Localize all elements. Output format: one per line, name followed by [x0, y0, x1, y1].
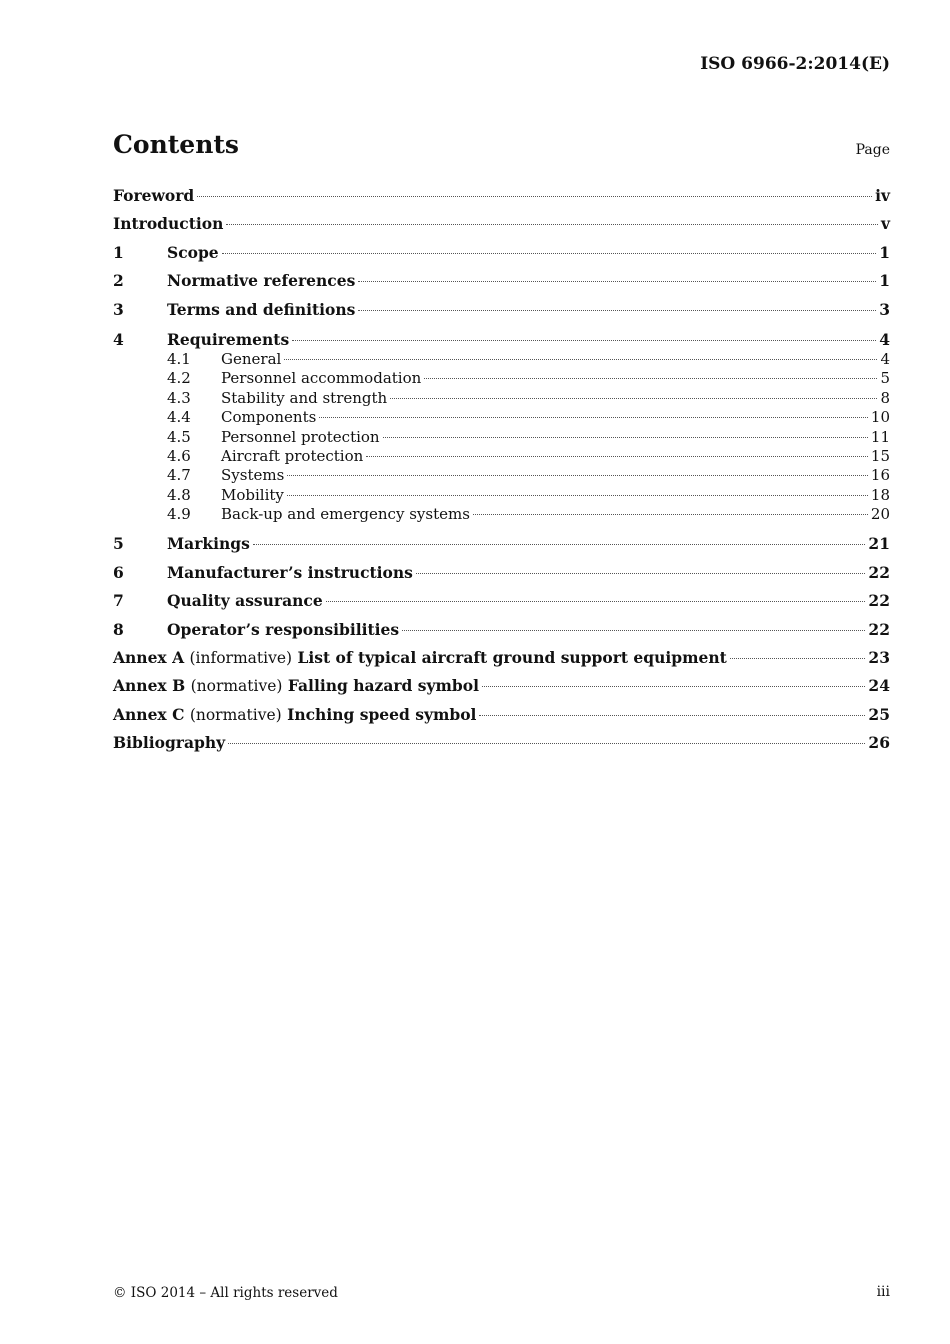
toc-page-number: 1 [879, 271, 890, 291]
toc-subentry-general[interactable] [113, 350, 890, 369]
toc-page-number: 16 [870, 466, 890, 485]
dot-leader [292, 340, 876, 341]
toc-subentry-personnel-accommodation[interactable] [113, 369, 890, 388]
toc-subentry-mobility[interactable] [113, 486, 890, 505]
toc-subclause-number: 4.7 [167, 466, 191, 485]
toc-subclause-number: 4.4 [167, 408, 191, 427]
toc-page-number: 4 [880, 349, 890, 368]
toc-entry-title: Requirements [167, 329, 290, 349]
toc-clause-number: 8 [113, 619, 124, 639]
annex-kind: (normative) [190, 677, 283, 696]
dot-leader [416, 573, 866, 574]
toc-clause-number: 1 [113, 242, 124, 262]
toc-subclause-number: 4.8 [167, 485, 191, 504]
toc-entry-title: General [221, 349, 282, 368]
dot-leader [730, 658, 866, 659]
toc-entry-requirements[interactable] [113, 330, 890, 350]
dot-leader [424, 378, 877, 379]
toc-page-number: 24 [868, 676, 890, 696]
toc-entry-title: Systems [221, 466, 285, 485]
toc-page-number: 18 [870, 485, 890, 504]
toc-entry-title: Manufacturer’s instructions [167, 562, 413, 582]
toc-subentry-aircraft-protection[interactable] [113, 447, 890, 466]
toc-page-number: 25 [868, 704, 890, 724]
toc-subclause-number: 4.6 [167, 446, 191, 465]
dot-leader [366, 456, 868, 457]
toc-entry-title: Inching speed symbol [287, 704, 477, 724]
toc-entry-title: Introduction [113, 214, 224, 234]
dot-leader [358, 310, 876, 311]
document-id: ISO 6966-2:2014(E) [700, 54, 890, 74]
toc-entry-introduction[interactable] [113, 212, 890, 240]
toc-subentry-components[interactable] [113, 408, 890, 427]
toc-entry-bibliography[interactable] [113, 731, 890, 759]
toc-subentry-back-up-and-emergency-systems[interactable] [113, 505, 890, 524]
dot-leader [358, 281, 876, 282]
toc-entry-title: Aircraft protection [221, 446, 364, 465]
toc-page-number: 3 [879, 299, 890, 319]
toc-entry-title: List of typical aircraft ground support equipment [297, 648, 727, 668]
toc-entry-title: Personnel accommodation [221, 369, 422, 388]
page-number: iii [876, 1284, 890, 1300]
toc-page-number: 20 [870, 505, 890, 524]
dot-leader [473, 514, 868, 515]
toc-clause-number: 5 [113, 534, 124, 554]
toc-subclause-number: 4.5 [167, 427, 191, 446]
dot-leader [228, 743, 865, 744]
dot-leader [479, 715, 865, 716]
dot-leader [402, 630, 865, 631]
toc-page-number: iv [875, 186, 890, 205]
annex-kind: (normative) [189, 705, 282, 724]
dot-leader [226, 224, 878, 225]
dot-leader [284, 359, 877, 360]
dot-leader [390, 398, 877, 399]
toc-entry-title: Personnel protection [221, 427, 380, 446]
toc-entry-quality-assurance[interactable] [113, 589, 890, 617]
toc-entry-title: Operator’s responsibilities [167, 619, 400, 639]
toc-entry-operators-responsibilities[interactable] [113, 618, 890, 646]
toc-entry-annex-c[interactable] [113, 703, 890, 731]
toc-entry-title: Bibliography [113, 733, 226, 753]
toc-entry-annex-b[interactable] [113, 674, 890, 702]
toc-subentry-systems[interactable] [113, 466, 890, 485]
toc-entry-title: Normative references [167, 271, 356, 291]
toc-page-number: 5 [880, 369, 890, 388]
dot-leader [326, 601, 866, 602]
toc-page-number: 4 [879, 329, 890, 349]
toc-entry-scope[interactable] [113, 241, 890, 269]
toc-page-number: 22 [868, 562, 890, 582]
toc-entry-annex-a[interactable] [113, 646, 890, 674]
dot-leader [253, 544, 866, 545]
toc-entry-terms-and-definitions[interactable] [113, 298, 890, 326]
toc-entry-markings[interactable] [113, 532, 890, 560]
annex-label: Annex C [113, 704, 185, 724]
dot-leader [383, 437, 868, 438]
toc-page-number: 23 [868, 648, 890, 668]
toc-page-number: 22 [868, 619, 890, 639]
toc-page-number: v [880, 214, 890, 234]
toc-entry-title: Mobility [221, 485, 284, 504]
toc-subentry-stability-and-strength[interactable] [113, 389, 890, 408]
dot-leader [319, 417, 868, 418]
toc-page-number: 21 [868, 534, 890, 554]
toc-clause-number: 4 [113, 329, 124, 349]
toc-subclause-number: 4.3 [167, 388, 191, 407]
toc-clause-number: 7 [113, 591, 124, 611]
toc-entry-title: Back-up and emergency systems [221, 505, 470, 524]
annex-label: Annex A [113, 648, 185, 668]
toc-page-number: 1 [879, 242, 890, 262]
dot-leader [287, 475, 868, 476]
toc-page-number: 10 [870, 408, 890, 427]
toc-subclause-number: 4.9 [167, 505, 191, 524]
dot-leader [222, 253, 877, 254]
toc-entry-manufacturers-instructions[interactable] [113, 561, 890, 589]
dot-leader [287, 495, 868, 496]
toc-entry-title: Foreword [113, 186, 195, 205]
toc-page-number: 22 [868, 591, 890, 611]
page-title: Contents [113, 130, 240, 159]
toc-entry-title: Quality assurance [167, 591, 323, 611]
toc-page-number: 8 [880, 388, 890, 407]
toc-page-number: 11 [870, 427, 890, 446]
toc-entry-title: Terms and definitions [167, 299, 356, 319]
toc-clause-number: 6 [113, 562, 124, 582]
toc-subclause-number: 4.1 [167, 349, 191, 368]
annex-kind: (informative) [189, 649, 293, 668]
toc-entry-title: Components [221, 408, 317, 427]
toc-clause-number: 3 [113, 299, 124, 319]
toc-entry-title: Markings [167, 534, 250, 554]
page-column-label: Page [855, 142, 890, 158]
dot-leader [197, 196, 872, 197]
dot-leader [482, 686, 865, 687]
toc-entry-normative-references[interactable] [113, 269, 890, 297]
copyright-notice: © ISO 2014 – All rights reserved [113, 1285, 338, 1301]
toc-subclause-number: 4.2 [167, 369, 191, 388]
table-of-contents [113, 184, 890, 760]
toc-page-number: 26 [868, 733, 890, 753]
toc-entry-foreword[interactable] [113, 184, 890, 212]
toc-entry-title: Stability and strength [221, 388, 388, 407]
toc-entry-title: Scope [167, 242, 219, 262]
toc-entry-title: Falling hazard symbol [287, 676, 479, 696]
annex-label: Annex B [113, 676, 186, 696]
toc-page-number: 15 [870, 446, 890, 465]
toc-subentry-personnel-protection[interactable] [113, 428, 890, 447]
toc-clause-number: 2 [113, 271, 124, 291]
